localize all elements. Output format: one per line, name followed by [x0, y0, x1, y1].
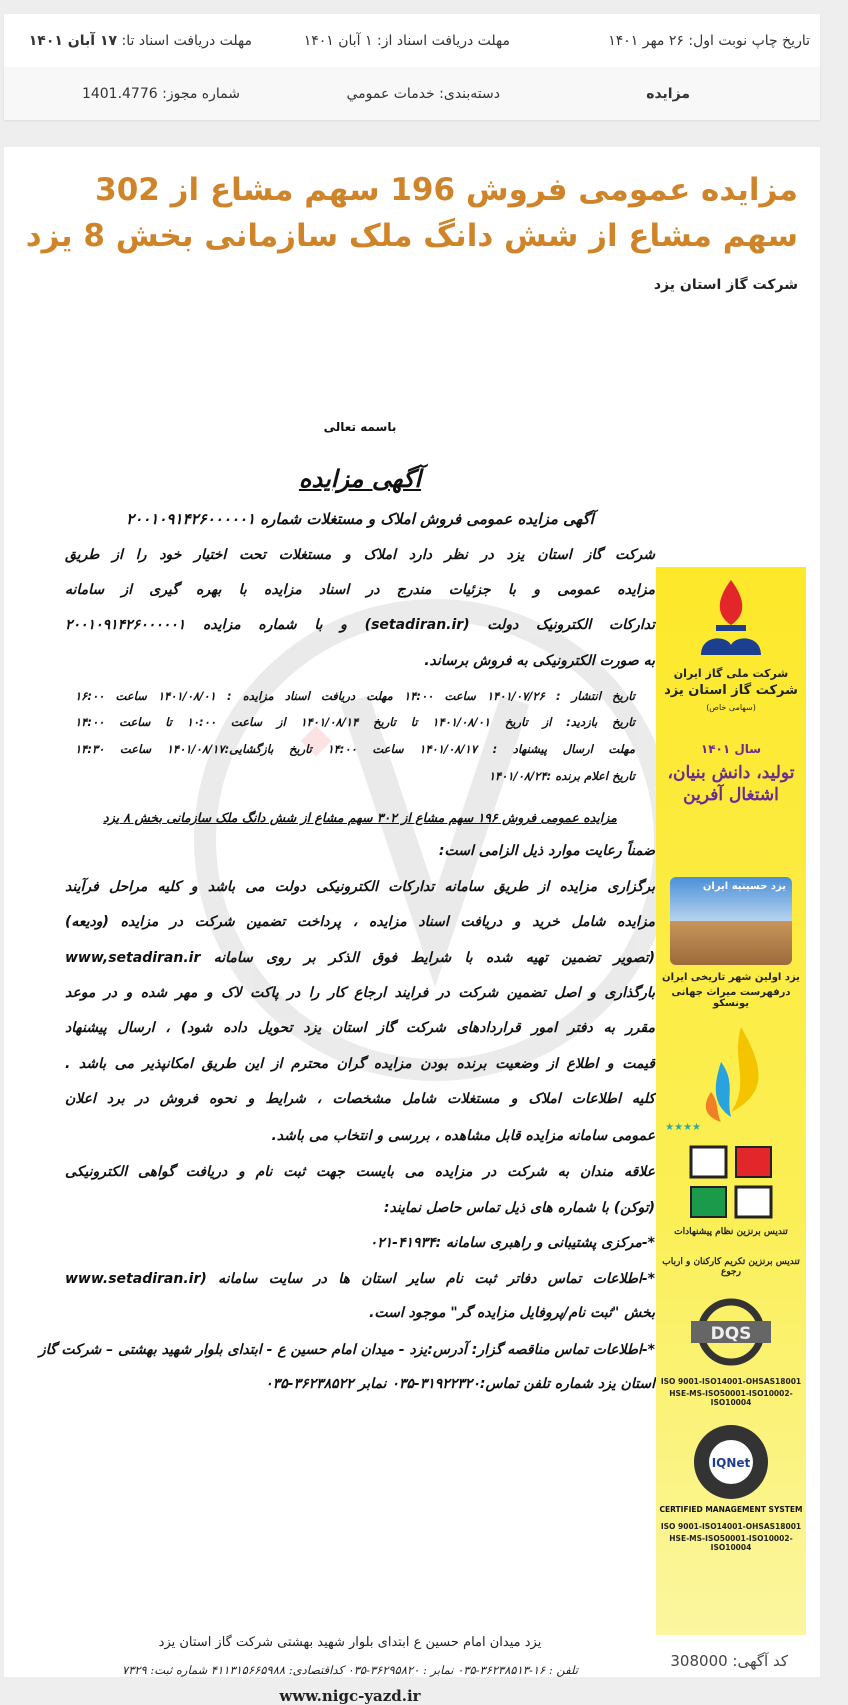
dqs-text: DQS — [710, 1324, 752, 1344]
organization-name: شرکت گاز استان یزد — [653, 277, 798, 293]
doc-to — [29, 33, 252, 49]
notice-heading: آگهی مزایده — [298, 465, 422, 493]
company-banner — [656, 567, 806, 1635]
notice-line: *-اطلاعات تماس دفاتر ثبت نام سایر استان ها در سایت سامانه (www.setadiran.ir — [65, 1271, 655, 1287]
nigc-logo-icon — [691, 575, 771, 665]
bismillah-line: باسمه تعالی — [323, 420, 397, 434]
iqnet-certified-icon — [691, 1422, 771, 1502]
iqnet-text: IQNet — [711, 1456, 751, 1470]
suggestion-system-icon — [686, 1142, 776, 1222]
yazd-mosque-photo — [670, 877, 792, 965]
footer-website: www.nigc-yazd.ir — [279, 1687, 421, 1705]
category-value: خدمات عمومي — [346, 85, 435, 102]
certified-text: CERTIFIED MANAGEMENT SYSTEM — [659, 1505, 803, 1514]
meta-row-info — [4, 67, 820, 120]
banner-company3: (سهامی خاص) — [706, 703, 756, 712]
notice-line: *-اطلاعات تماس مناقصه گزار: آدرس:یزد - میدان امام حسین ع - ابتدای بلوار شهید بهشتی – شرکت گاز — [38, 1342, 655, 1358]
notice-line: مهلت ارسال پیشنهاد : ۱۴۰۱/۰۸/۱۷ ساعت ۱۴:۰۰ تاریخ بازگشایی:۱۴۰۱/۰۸/۱۷ ساعت ۱۴:۳۰ — [75, 742, 635, 756]
permit-value: 1401.4776 — [81, 85, 158, 102]
notice-line: (تصویر تضمین تهیه شده با شرایط فوق الذکر بر روی سامانه www,setadiran.ir — [65, 950, 655, 966]
notice-line: استان یزد شماره تلفن تماس:۳۱۹۲۲۳۲۰-۰۳۵ نمابر ۳۶۲۳۸۵۲۲-۰۳۵ — [265, 1376, 655, 1392]
notice-line: مقرر به دفتر امور قراردادهای شرکت گاز استان یزد تحویل داده شود) ، ارسال پیشنهاد — [65, 1020, 655, 1036]
slogan: تولید، دانش بنیان، اشتغال آفرین — [667, 763, 795, 805]
suggestion-award: تندیس برنزین نظام پیشنهادات — [674, 1227, 788, 1237]
notice-line: تاریخ اعلام برنده :۱۴۰۱/۰۸/۲۴ — [488, 769, 635, 783]
notice-line: مزایده شامل خرید و دریافت اسناد مزایده ، پرداخت تضمین شرکت در مزایده (ودیعه) — [65, 914, 655, 930]
iso-line-1a: ISO 9001-ISO14001-OHSAS18001 — [660, 1377, 802, 1386]
print-date-label: تاریخ چاپ نوبت اول: — [688, 32, 810, 49]
doc-from-value: ۱ آبان ۱۴۰۱ — [303, 32, 373, 49]
notice-line: مزایده عمومی و با جزئیات مندرج در اسناد مزایده با بهره گیری از سامانه — [65, 582, 655, 598]
category-label: دسته‌بندی: — [439, 85, 500, 102]
notice-line: *-مرکزی پشتیبانی و راهبری سامانه :۴۱۹۳۴-۰۲۱ — [369, 1235, 655, 1251]
footer-address: یزد میدان امام حسین ع ابتدای بلوار شهید بهشتی شرکت گاز استان یزد — [158, 1635, 542, 1650]
notice-line: تدارکات الکترونیک دولت (setadiran.ir) و با شماره مزایده ۲۰۰۱۰۹۱۴۲۶۰۰۰۰۰۱ — [65, 617, 655, 633]
notice-line: عمومی سامانه مزایده قابل مشاهده ، بررسی و انتخاب می باشد. — [271, 1128, 655, 1144]
yazd-line1: یزد اولین شهر تاریخی ایران — [662, 972, 800, 983]
notice-line: مزایده عمومی فروش ۱۹۶ سهم مشاع از ۳۰۲ سهم مشاع از شش دانگ ملک سازمانی بخش ۸ یزد — [103, 810, 617, 825]
footer-phones: تلفن : ۱۶-۳۶۲۳۸۵۱۳-۰۳۵ نمابر : ۳۶۲۹۵۸۲۰-۰۳۵ کداقتصادی: ۴۱۱۳۱۵۶۶۵۹۸۸ شماره ثبت: ۷۳۲۹ — [122, 1663, 578, 1677]
notice-line: ضمناً رعایت موارد ذیل الزامی است: — [438, 843, 655, 859]
slogan-year: سال ۱۴۰۱ — [700, 742, 762, 756]
notice-line: بارگذاری و اصل تضمین شرکت در فرایند ارجاع کار را در پاکت لاک و مهر شده و در موعد — [65, 985, 655, 1001]
award-flame-icon — [665, 1022, 771, 1133]
notice-line: بخش "ثبت نام/پروفایل مزایده گر" موجود است. — [369, 1305, 655, 1321]
permit — [82, 86, 240, 102]
banner-company1: شرکت ملی گاز ایران — [673, 667, 789, 680]
print-date-value: ۲۶ مهر ۱۴۰۱ — [608, 32, 684, 49]
honor-award: تندیس برنزین تکریم کارکنان و ارباب رجوع — [662, 1257, 800, 1277]
banner-company2: شرکت گاز استان یزد — [664, 683, 798, 698]
notice-line: (توکن) با شماره های ذیل تماس حاصل نمایند: — [383, 1200, 655, 1216]
doc-from-label: مهلت دریافت اسناد از: — [377, 32, 510, 49]
notice-line: کلیه اطلاعات املاک و مستغلات شامل مشخصات ، شرایط و نحوه فروش در برد اعلان — [65, 1091, 655, 1107]
auction-meta-card — [4, 14, 820, 120]
notice-line: علاقه مندان به شرکت در مزایده می بایست جهت ثبت نام و دریافت گواهی الکترونیکی — [65, 1164, 655, 1180]
yazd-line2: درفهرست میراث جهانی یونسکو — [671, 987, 791, 1009]
notice-line: شرکت گاز استان یزد در نظر دارد املاک و مستغلات تحت اختیار خود را از طریق — [65, 547, 655, 563]
notice-line: قیمت و اطلاع از وضعیت برنده بودن مزایده گران محترم از این طریق امکانپذیر می باشد . — [65, 1056, 655, 1072]
category — [346, 86, 500, 102]
iso-line-2b: HSE-MS-ISO50001-ISO10002-ISO10004 — [669, 1534, 793, 1552]
meta-row-dates — [4, 14, 820, 67]
yazd-caption: یزد حسینیه ایران — [702, 881, 786, 892]
notice-line: برگزاری مزایده از طریق سامانه تدارکات الکترونیکی دولت می باشد و کلیه مراحل فرآیند — [65, 879, 655, 895]
doc-from — [304, 33, 510, 49]
notice-line: تاریخ انتشار : ۱۴۰۱/۰۷/۲۶ ساعت ۱۴:۰۰ مهلت دریافت اسناد مزایده : ۱۴۰۱/۰۸/۰۱ ساعت ۱۶:۰۰ — [75, 689, 635, 703]
page-title: مزایده عمومی فروش 196 سهم مشاع از 302 سهم مشاع از شش دانگ ملک سازمانی بخش 8 یزد — [25, 172, 798, 254]
notice-line: تاریخ بازدید: از تاریخ ۱۴۰۱/۰۸/۰۱ تا تاریخ ۱۴۰۱/۰۸/۱۴ از ساعت ۱۰:۰۰ تا ساعت ۱۴:۰۰ — [75, 715, 635, 729]
doc-to-label: مهلت دریافت اسناد تا: — [121, 32, 252, 49]
iso-line-2a: ISO 9001-ISO14001-OHSAS18001 — [660, 1522, 802, 1531]
auction-detail-card — [4, 147, 820, 1705]
dqs-logo-icon — [686, 1297, 776, 1367]
ad-code-clipped: کد آگهی: 308000 — [670, 1652, 788, 1670]
iso-line-1b: HSE-MS-ISO50001-ISO10002-ISO10004 — [669, 1389, 793, 1407]
print-date — [608, 33, 810, 49]
notice-line: به صورت الکترونیکی به فروش برساند. — [424, 653, 655, 669]
type-badge: مزایده — [646, 85, 690, 102]
notice-line: آگهی مزایده عمومی فروش املاک و مستغلات شماره ۲۰۰۱۰۹۱۴۲۶۰۰۰۰۰۱ — [126, 510, 594, 528]
svg-text:★★★★: ★★★★ — [665, 1122, 701, 1133]
doc-to-value: ۱۷ آبان ۱۴۰۱ — [28, 32, 118, 49]
permit-label: شماره مجوز: — [162, 85, 240, 102]
